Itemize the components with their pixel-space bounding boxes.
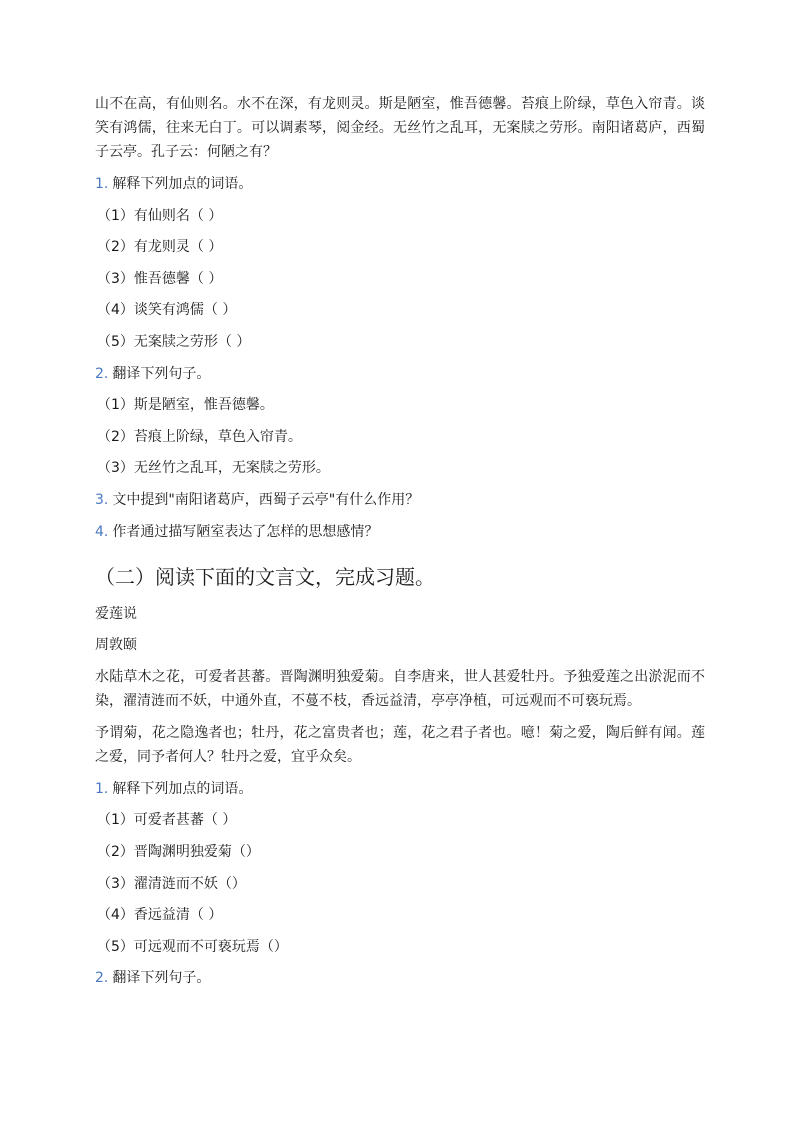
question-4: [95, 520, 705, 544]
passage-lou-shi-ming: 山不在高，有仙则名。水不在深，有龙则灵。斯是陋室，惟吾德馨。苔痕上阶绿，草色入帘青。谈笑有鸿儒，往来无白丁。可以调素琴，阅金经。无丝竹之乱耳，无案牍之劳形。南阳诸葛庐，西蜀子云亭。孔子云：何陋之有？: [95, 96, 705, 160]
question-text: 翻译下列句子。: [112, 365, 211, 382]
question-number: 3.: [95, 491, 109, 508]
section-heading: （二）阅读下面的文言文，完成习题。: [95, 564, 435, 589]
sub-item: （1）有仙则名（ ）: [97, 207, 223, 224]
question-text: 解释下列加点的词语。: [112, 780, 253, 797]
sub-item: （2）苔痕上阶绿，草色入帘青。: [97, 428, 302, 445]
question-number: 1.: [95, 176, 109, 192]
essay-author: 周敦颐: [95, 637, 137, 654]
question-text: 解释下列加点的词语。: [112, 176, 253, 192]
question-text: 作者通过描写陋室表达了怎样的思想感情？: [112, 523, 379, 540]
question-number: 2.: [95, 365, 109, 382]
question-3: [95, 488, 705, 512]
sub-item: （2）晋陶渊明独爱菊（）: [97, 843, 260, 860]
sub-item: （1）可爱者甚蕃（ ）: [97, 812, 237, 829]
passage-ai-lian-shuo-2: 予谓菊，花之隐逸者也；牡丹，花之富贵者也；莲，花之君子者也。噫！菊之爱，陶后鲜有闻。莲之爱，同予者何人？牡丹之爱，宜乎众矣。: [95, 724, 705, 765]
question-text: 文中提到"南阳诸葛庐，西蜀子云亭"有什么作用？: [112, 491, 420, 508]
passage-ai-lian-shuo-1: 水陆草木之花，可爱者甚蕃。晋陶渊明独爱菊。自李唐来，世人甚爱牡丹。予独爱莲之出淤泥而不染，濯清涟而不妖，中通外直，不蔓不枝，香远益清，亭亭净植，可远观而不可亵玩焉。: [95, 668, 705, 709]
sub-item: （3）无丝竹之乱耳，无案牍之劳形。: [97, 460, 330, 477]
question-text: 翻译下列句子。: [112, 970, 211, 987]
question-number: 2.: [95, 970, 109, 987]
sub-item: （3）濯清涟而不妖（）: [97, 875, 246, 892]
sub-item: （4）香远益清（ ）: [97, 907, 223, 924]
document-page: [95, 92, 705, 998]
sub-item: （3）惟吾德馨（ ）: [97, 270, 223, 287]
question-1: [95, 172, 705, 196]
question-number: 1.: [95, 780, 109, 797]
question-2: [95, 362, 705, 386]
sub-item: （2）有龙则灵（ ）: [97, 239, 223, 256]
question-number: 4.: [95, 523, 109, 540]
sub-item: （5）无案牍之劳形（ ）: [97, 333, 251, 350]
sub-item: （1）斯是陋室，惟吾德馨。: [97, 397, 274, 414]
sub-item: （4）谈笑有鸿儒（ ）: [97, 302, 237, 319]
question-1: [95, 777, 705, 801]
essay-title: 爱莲说: [95, 605, 137, 622]
question-2: [95, 966, 705, 990]
sub-item: （5）可远观而不可亵玩焉（）: [97, 938, 288, 955]
